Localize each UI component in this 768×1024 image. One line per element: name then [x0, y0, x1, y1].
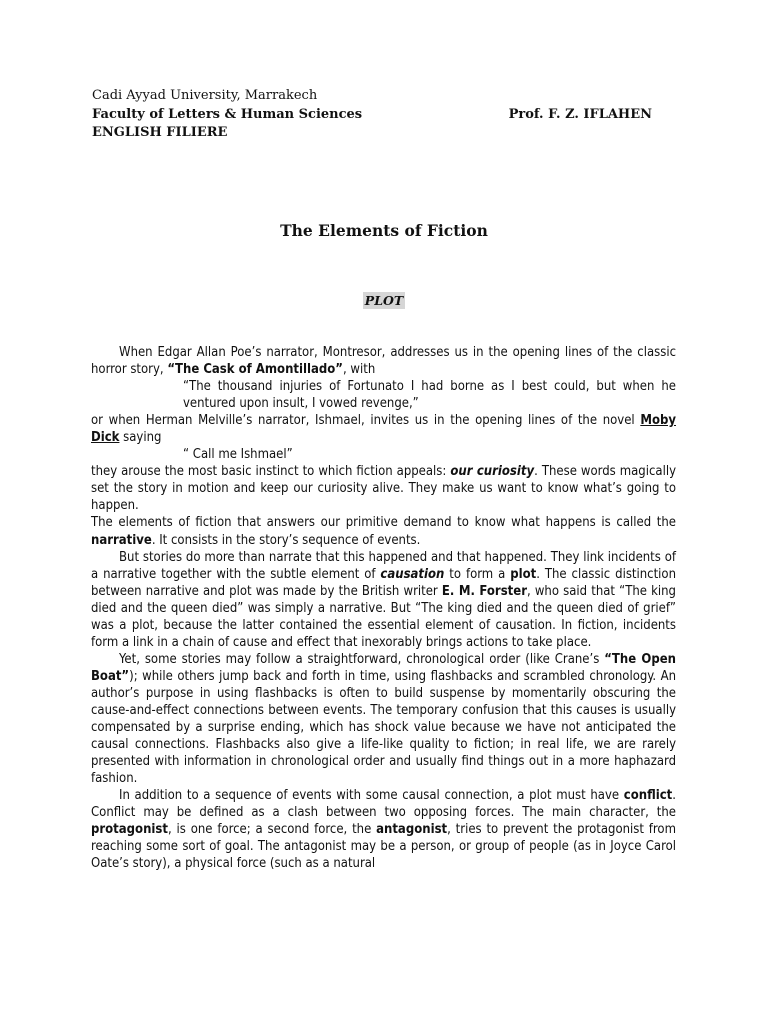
text-run: Yet, some stories may follow a straightforward, chronological order (like Crane’s	[119, 651, 605, 667]
header-faculty-row	[92, 106, 652, 125]
novel-title: Moby Dick	[91, 413, 676, 446]
text-run: . It consists in the story’s sequence of events.	[151, 532, 421, 548]
text-run: In addition to a sequence of events with some causal connection, a plot must have	[119, 788, 624, 804]
document-body	[91, 344, 676, 872]
department-name: ENGLISH FILIERE	[92, 125, 228, 140]
term-plot: plot	[510, 566, 537, 582]
text-run: , who said that “The king died and the queen died” was simply a narrative. But “The king died and the queen died of grief” was a plot, because the latter contained the essential element of causation. In fiction, incidents form a link in a chain of cause and effect that inexorably brings actions to take place.	[91, 583, 676, 650]
term-antagonist: antagonist	[376, 822, 448, 838]
text-run: . Conflict may be defined as a clash between two opposing forces. The main character, the	[91, 788, 676, 821]
text-run: But stories do more than narrate that this happened and that happened. They link incidents of a narrative together with the subtle element of	[91, 549, 676, 582]
story-title-open-boat: “The Open Boat”	[91, 651, 677, 684]
text-run: they arouse the most basic instinct to which fiction appeals:	[91, 464, 451, 480]
professor-name: Prof. F. Z. IFLAHEN	[508, 106, 652, 122]
paragraph-1	[91, 344, 676, 378]
quote-fortunato: “The thousand injuries of Fortunato I had borne as I best could, but when he ventured upon insult, I vowed revenge,”	[183, 379, 676, 412]
emphasis-curiosity: our curiosity	[450, 464, 535, 480]
paragraph-7	[91, 787, 676, 872]
text-run: , with	[343, 362, 376, 378]
section-heading	[0, 290, 768, 309]
term-conflict: conflict	[623, 788, 673, 804]
text-run: . The classic distinction between narrative and plot was made by the British writer	[91, 566, 676, 599]
paragraph-6	[91, 651, 676, 787]
story-title: “The Cask of Amontillado”	[167, 362, 343, 378]
text-run: . These words magically set the story in motion and keep our curiosity alive. They make us want to know what’s going to happen.	[91, 464, 676, 514]
text-run: The elements of fiction that answers our primitive demand to know what happens is called the	[91, 515, 676, 531]
header-university-row	[92, 87, 652, 106]
text-run: , tries to prevent the protagonist from reaching some sort of goal. The antagonist may be a person, or group of people (as in Joyce Carol Oate’s story), a physical force (such as a natural	[91, 822, 676, 872]
term-narrative: narrative	[91, 532, 152, 548]
section-heading-text: PLOT	[364, 293, 404, 308]
university-name: Cadi Ayyad University, Marrakech	[92, 88, 318, 103]
paragraph-3	[91, 463, 676, 514]
document-header	[92, 87, 652, 143]
text-run: ); while others jump back and forth in time, using flashbacks and scrambled chronology. An author’s purpose in using flashbacks is often to build suspense by momentarily obscuring the cause-and-effect connections between events. The temporary confusion that this causes is usually compensated by a surprise ending, which has shock value because we have not anticipated the causal connections. Flashbacks also give a life-like quality to fiction; in real life, we are rarely presented with information in chronological order and usually find things out in a more haphazard fashion.	[91, 668, 676, 787]
quote-ishmael: “ Call me Ishmael”	[183, 447, 293, 463]
paragraph-5	[91, 549, 676, 651]
author-forster: E. M. Forster	[441, 583, 527, 599]
text-run: When Edgar Allan Poe’s narrator, Montresor, addresses us in the opening lines of the classic horror story,	[91, 345, 676, 378]
paragraph-2	[91, 412, 676, 446]
faculty-name: Faculty of Letters & Human Sciences	[92, 106, 363, 122]
text-run: or when Herman Melville’s narrator, Ishmael, invites us in the opening lines of the novel	[91, 413, 641, 429]
text-run: saying	[119, 430, 162, 446]
term-protagonist: protagonist	[91, 822, 168, 838]
paragraph-4	[91, 514, 676, 548]
term-causation: causation	[380, 566, 445, 582]
text-run: , is one force; a second force, the	[167, 822, 377, 838]
text-run: to form a	[444, 566, 511, 582]
document-title: The Elements of Fiction	[280, 221, 488, 240]
header-department-row	[92, 124, 652, 143]
